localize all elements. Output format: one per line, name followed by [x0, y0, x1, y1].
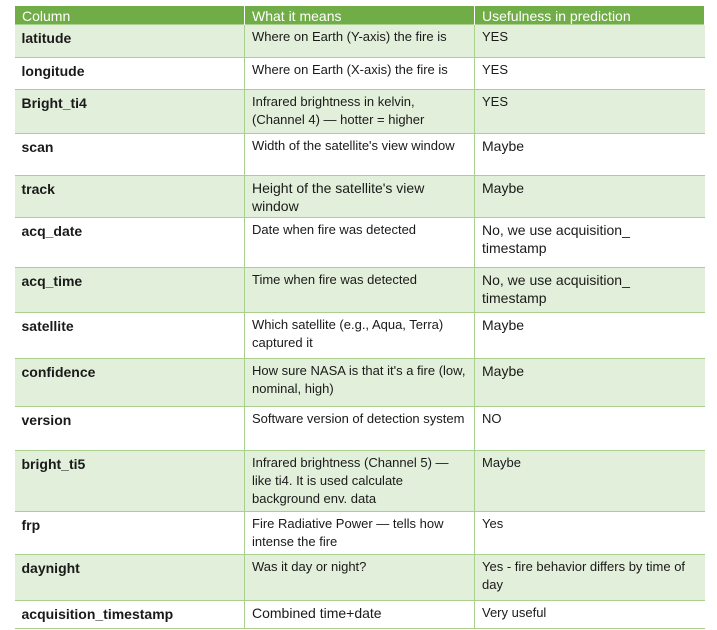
cell-meaning: Infrared brightness (Channel 5) — like ti4. It is used calculate background env. data [245, 451, 475, 512]
table-row [15, 268, 705, 313]
table-row [15, 451, 705, 512]
table-row [15, 313, 705, 359]
cell-column-name: latitude [15, 25, 245, 58]
table-row [15, 134, 705, 176]
cell-column-name: daynight [15, 555, 245, 601]
cell-meaning: Infrared brightness in kelvin, (Channel 4) — hotter = higher [245, 90, 475, 134]
cell-meaning: Date when fire was detected [245, 218, 475, 268]
cell-usefulness: Maybe [475, 176, 705, 218]
table-row [15, 218, 705, 268]
table-row [15, 601, 705, 629]
table-row [15, 359, 705, 407]
cell-usefulness: Yes [475, 512, 705, 555]
table-row [15, 58, 705, 90]
cell-column-name: Bright_ti4 [15, 90, 245, 134]
cell-usefulness: YES [475, 58, 705, 90]
feature-table [14, 6, 705, 629]
cell-column-name: track [15, 176, 245, 218]
table-row [15, 407, 705, 451]
cell-usefulness: YES [475, 90, 705, 134]
table-row [15, 176, 705, 218]
table-header-row [15, 6, 705, 25]
cell-usefulness: Maybe [475, 313, 705, 359]
cell-column-name: acq_time [15, 268, 245, 313]
cell-usefulness: NO [475, 407, 705, 451]
cell-meaning: Was it day or night? [245, 555, 475, 601]
cell-column-name: satellite [15, 313, 245, 359]
cell-column-name: bright_ti5 [15, 451, 245, 512]
cell-meaning: Which satellite (e.g., Aqua, Terra) captured it [245, 313, 475, 359]
cell-meaning: Fire Radiative Power — tells how intense the fire [245, 512, 475, 555]
cell-column-name: version [15, 407, 245, 451]
table-row [15, 25, 705, 58]
cell-usefulness: Maybe [475, 451, 705, 512]
cell-meaning: Height of the satellite's view window [245, 176, 475, 218]
cell-usefulness: Maybe [475, 134, 705, 176]
table-row [15, 555, 705, 601]
cell-column-name: acq_date [15, 218, 245, 268]
cell-usefulness: YES [475, 25, 705, 58]
cell-usefulness: Very useful [475, 601, 705, 629]
cell-meaning: Where on Earth (Y-axis) the fire is [245, 25, 475, 58]
header-meaning: What it means [245, 6, 475, 25]
cell-usefulness: No, we use acquisition_ timestamp [475, 268, 705, 313]
cell-usefulness: Maybe [475, 359, 705, 407]
cell-usefulness: No, we use acquisition_ timestamp [475, 218, 705, 268]
cell-usefulness: Yes - fire behavior differs by time of day [475, 555, 705, 601]
cell-column-name: confidence [15, 359, 245, 407]
header-usefulness: Usefulness in prediction [475, 6, 705, 25]
cell-meaning: Combined time+date [245, 601, 475, 629]
table-row [15, 512, 705, 555]
cell-column-name: frp [15, 512, 245, 555]
cell-meaning: Width of the satellite's view window [245, 134, 475, 176]
cell-column-name: acquisition_timestamp [15, 601, 245, 629]
cell-meaning: Time when fire was detected [245, 268, 475, 313]
cell-meaning: How sure NASA is that it's a fire (low, nominal, high) [245, 359, 475, 407]
table-row [15, 90, 705, 134]
cell-meaning: Where on Earth (X-axis) the fire is [245, 58, 475, 90]
cell-column-name: scan [15, 134, 245, 176]
cell-meaning: Software version of detection system [245, 407, 475, 451]
header-column: Column [15, 6, 245, 25]
cell-column-name: longitude [15, 58, 245, 90]
